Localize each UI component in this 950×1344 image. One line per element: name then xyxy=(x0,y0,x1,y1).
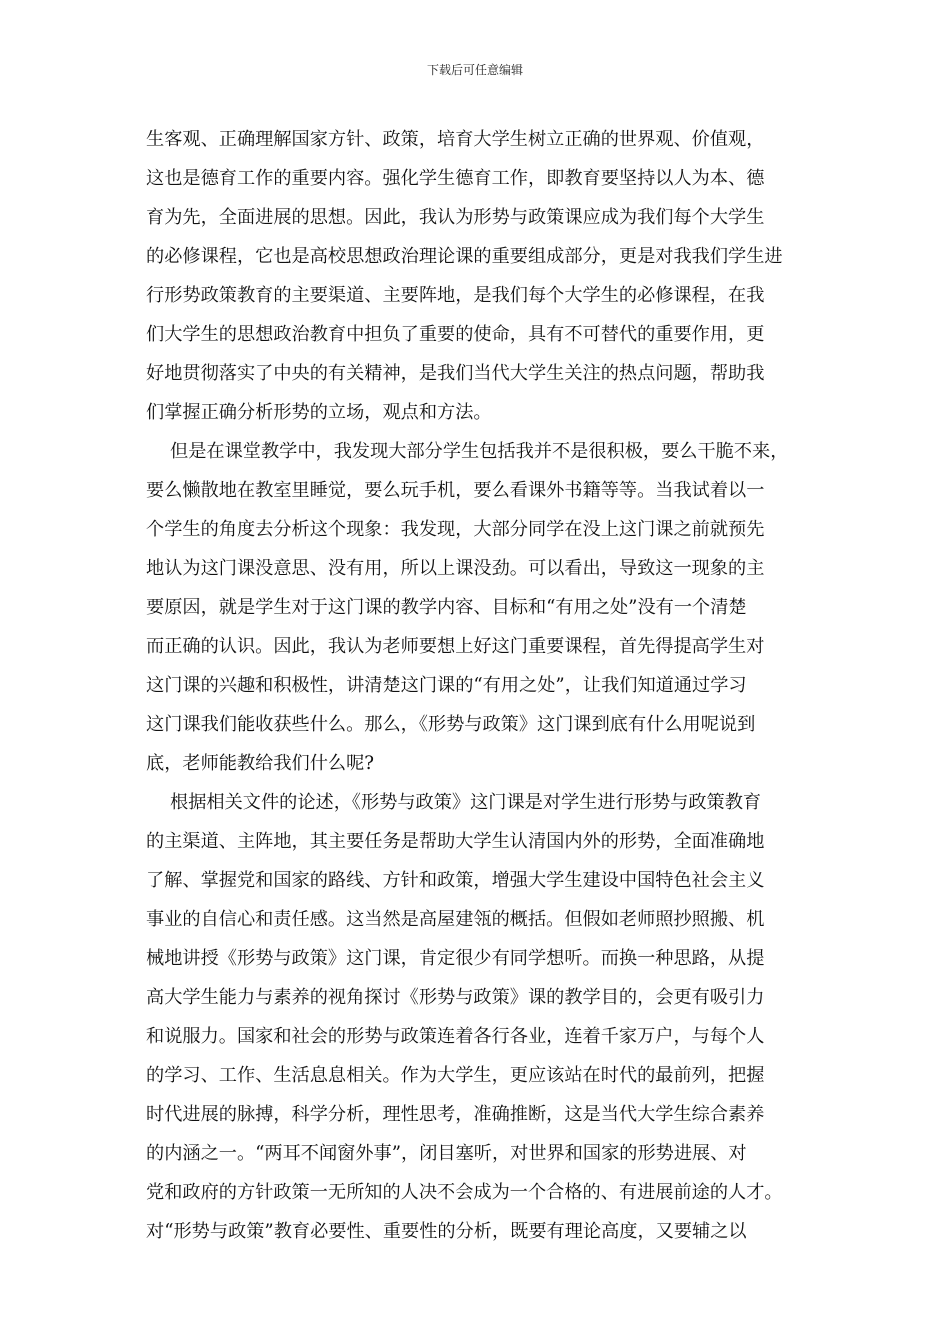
text-line: 而正确的认识。因此，我认为老师要想上好这门重要课程，首先得提高学生对 xyxy=(146,636,765,657)
text-line: 和说服力。国家和社会的形势与政策连着各行各业，连着千家万户，与每个人 xyxy=(146,1026,765,1047)
text-line: 们大学生的思想政治教育中担负了重要的使命，具有不可替代的重要作用，更 xyxy=(146,324,765,345)
paragraph xyxy=(146,432,810,783)
text-line-first: 但是在课堂教学中，我发现大部分学生包括我并不是很积极，要么干脆不来， xyxy=(170,441,789,462)
text-line: 的主渠道、主阵地，其主要任务是帮助大学生认清国内外的形势，全面准确地 xyxy=(146,831,765,852)
text-line: 这门课的兴趣和积极性，讲清楚这门课的“有用之处”，让我们知道通过学习 xyxy=(146,675,747,696)
text-line: 械地讲授《形势与政策》这门课，肯定很少有同学想听。而换一种思路，从提 xyxy=(146,948,765,969)
text-line: 们掌握正确分析形势的立场，观点和方法。 xyxy=(146,402,492,423)
text-line: 生客观、正确理解国家方针、政策，培育大学生树立正确的世界观、价值观， xyxy=(146,129,765,150)
text-line: 时代进展的脉搏，科学分析，理性思考，准确推断，这是当代大学生综合素养 xyxy=(146,1104,765,1125)
text-line: 好地贯彻落实了中央的有关精神，是我们当代大学生关注的热点问题，帮助我 xyxy=(146,363,765,384)
text-line: 党和政府的方针政策一无所知的人决不会成为一个合格的、有进展前途的人才。 xyxy=(146,1182,783,1203)
text-line: 了解、掌握党和国家的路线、方针和政策，增强大学生建设中国特色社会主义 xyxy=(146,870,765,891)
text-line: 要原因，就是学生对于这门课的教学内容、目标和“有用之处”没有一个清楚 xyxy=(146,597,747,618)
text-line-first: 根据相关文件的论述，《形势与政策》这门课是对学生进行形势与政策教育 xyxy=(170,792,762,813)
text-line: 要么懒散地在教室里睡觉，要么玩手机，要么看课外书籍等等。当我试着以一 xyxy=(146,480,765,501)
paragraph xyxy=(146,783,810,1251)
text-line: 高大学生能力与素养的视角探讨《形势与政策》课的教学目的，会更有吸引力 xyxy=(146,987,765,1008)
text-line: 的必修课程，它也是高校思想政治理论课的重要组成部分，更是对我我们学生进 xyxy=(146,246,783,267)
text-line: 行形势政策教育的主要渠道、主要阵地，是我们每个大学生的必修课程，在我 xyxy=(146,285,765,306)
text-line: 这也是德育工作的重要内容。强化学生德育工作，即教育要坚持以人为本、德 xyxy=(146,168,765,189)
text-line: 的内涵之一。“两耳不闻窗外事”，闭目塞听，对世界和国家的形势进展、对 xyxy=(146,1143,747,1164)
document-body xyxy=(146,120,810,1251)
text-line: 这门课我们能收获些什么。那么，《形势与政策》这门课到底有什么用呢说到 xyxy=(146,714,756,735)
text-line: 个学生的角度去分析这个现象：我发现，大部分同学在没上这门课之前就预先 xyxy=(146,519,765,540)
page-header: 下载后可任意编辑 xyxy=(426,63,523,77)
text-line: 地认为这门课没意思、没有用，所以上课没劲。可以看出，导致这一现象的主 xyxy=(146,558,765,579)
paragraph xyxy=(146,120,810,432)
text-line: 底，老师能教给我们什么呢? xyxy=(146,753,375,774)
text-line: 的学习、工作、生活息息相关。作为大学生，更应该站在时代的最前列，把握 xyxy=(146,1065,765,1086)
text-line: 对“形势与政策”教育必要性、重要性的分析，既要有理论高度，又要辅之以 xyxy=(146,1221,747,1242)
text-line: 育为先，全面进展的思想。因此，我认为形势与政策课应成为我们每个大学生 xyxy=(146,207,765,228)
text-line: 事业的自信心和责任感。这当然是高屋建瓴的概括。但假如老师照抄照搬、机 xyxy=(146,909,765,930)
